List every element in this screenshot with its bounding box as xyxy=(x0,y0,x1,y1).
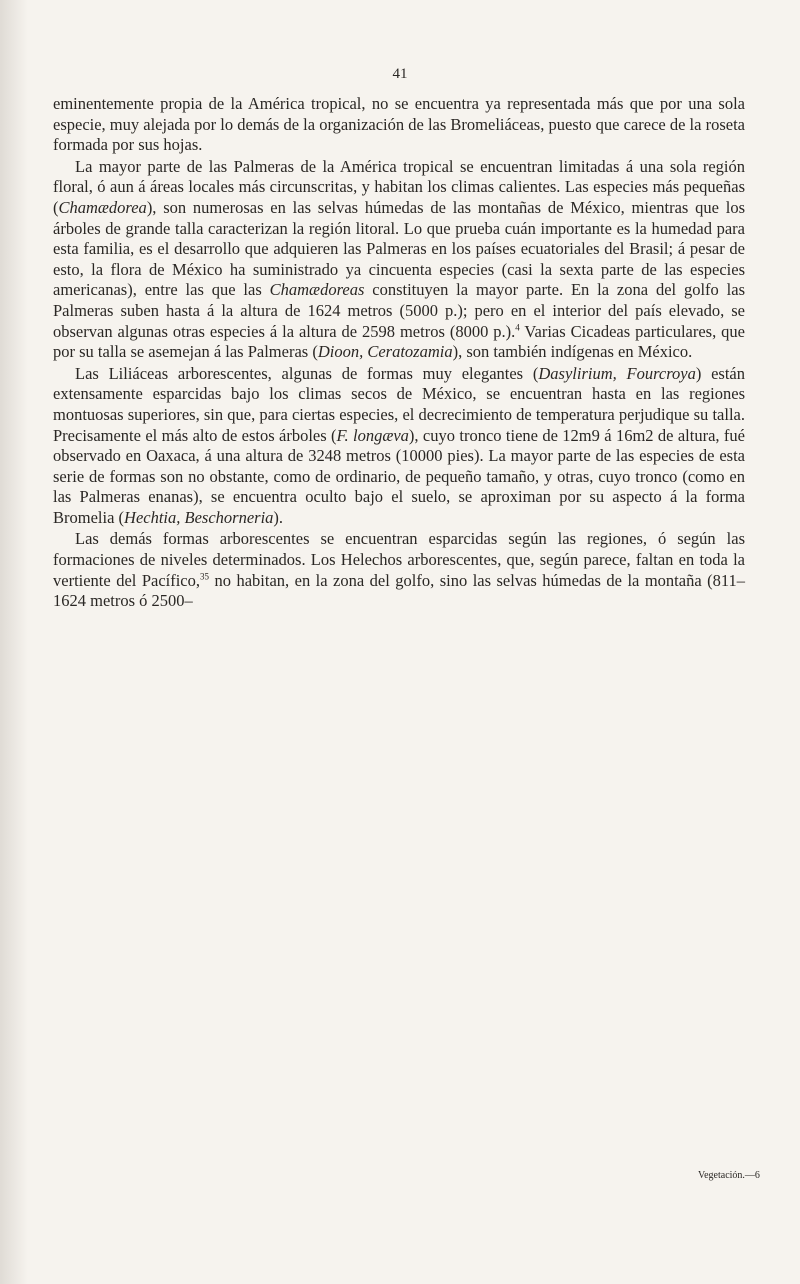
text-run: La mayor parte de las Palmeras de la América tropical se encuentran limitadas á una sola región floral, ó aun á áreas locales más circunscritas, y habitan los climas calientes. Las especies más pequeñas ( xyxy=(53,156,745,217)
text-run: eminentemente propia de la América tropical, no se encuentra ya representada más que por una sola especie, muy alejada por lo demás de la organización de las Bromeliáceas, puesto que carece de la roseta formada por sus hojas. xyxy=(53,94,745,155)
page-number: 41 xyxy=(392,66,408,82)
text-run: no habitan, en la zona del golfo, sino las selvas húmedas de la montaña (811–1624 metros ó 2500– xyxy=(53,570,746,611)
text-run: ) están extensamente esparcidas bajo los climas secos de México, se encuentran hasta en las regiones montuosas superiores, sin que, para ciertas especies, el decrecimiento de temperatura perjudique su talla. Precisamente el más alto de estos árboles ( xyxy=(53,363,745,445)
text-run: ), cuyo tronco tiene de 12m9 á 16m2 de altura, fué observado en Oaxaca, á una altura de 3248 metros (10000 pies). La mayor parte de las especies de esta serie de formas son no obstante, como de ordinario, de pequeño tamaño, y otras, cuyo tronco (como en las Palmeras enanas), se encuentra oculto bajo el suelo, se aproximan por su aspecto á la forma Bromelia ( xyxy=(53,425,745,527)
italic-term: Dioon, Ceratozamia xyxy=(317,342,453,362)
page-edge-shadow xyxy=(0,0,28,1284)
text-run: ). xyxy=(273,507,284,527)
text-run: ), son numerosas en las selvas húmedas de las montañas de México, mientras que los árboles de grande talla caracterizan la región litoral. Lo que prueba cuán importante es la humedad para esta familia, es el desarrollo que adquieren las Palmeras en los países ecuatoriales del Brasil; á pesar de esto, la flora de México ha suministrado ya cincuenta especies (casi la sexta parte de las especies americanas), entre las que las xyxy=(53,197,745,300)
text-run: Las demás formas arborescentes se encuentran esparcidas según las regiones, ó según las formaciones de niveles determinados. Los Helechos arborescentes, que, según parece, faltan en toda la vertiente del Pacífico, xyxy=(53,529,745,590)
paragraph xyxy=(53,529,745,611)
italic-term: Dasylirium, Fourcroya xyxy=(538,363,696,383)
printer-signature: Vegetación.—6 xyxy=(698,1170,760,1181)
paragraph xyxy=(53,157,745,363)
paragraph xyxy=(53,364,745,529)
paragraph xyxy=(53,94,745,156)
footnote-ref: 4 xyxy=(515,322,520,333)
footnote-ref: 35 xyxy=(200,571,210,582)
text-run: ), son también indígenas en México. xyxy=(452,342,693,362)
italic-term: Chamædoreas xyxy=(269,280,365,300)
italic-term: Hechtia, Beschorneria xyxy=(124,507,274,527)
italic-term: Chamædorea xyxy=(58,197,147,217)
body-text xyxy=(53,94,745,613)
text-run: Las Liliáceas arborescentes, algunas de formas muy elegantes ( xyxy=(75,363,539,383)
text-run: constituyen la mayor parte. En la zona del golfo las Palmeras suben hasta á la altura de 1624 metros (5000 p.); pero en el interior del país elevado, se observan algunas otras especies á la altura de 2598 metros (8000 p.). xyxy=(53,280,746,341)
italic-term: F. longæva xyxy=(336,425,409,445)
text-run: Varias Cicadeas particulares, que por su talla se asemejan á las Palmeras ( xyxy=(53,321,745,362)
